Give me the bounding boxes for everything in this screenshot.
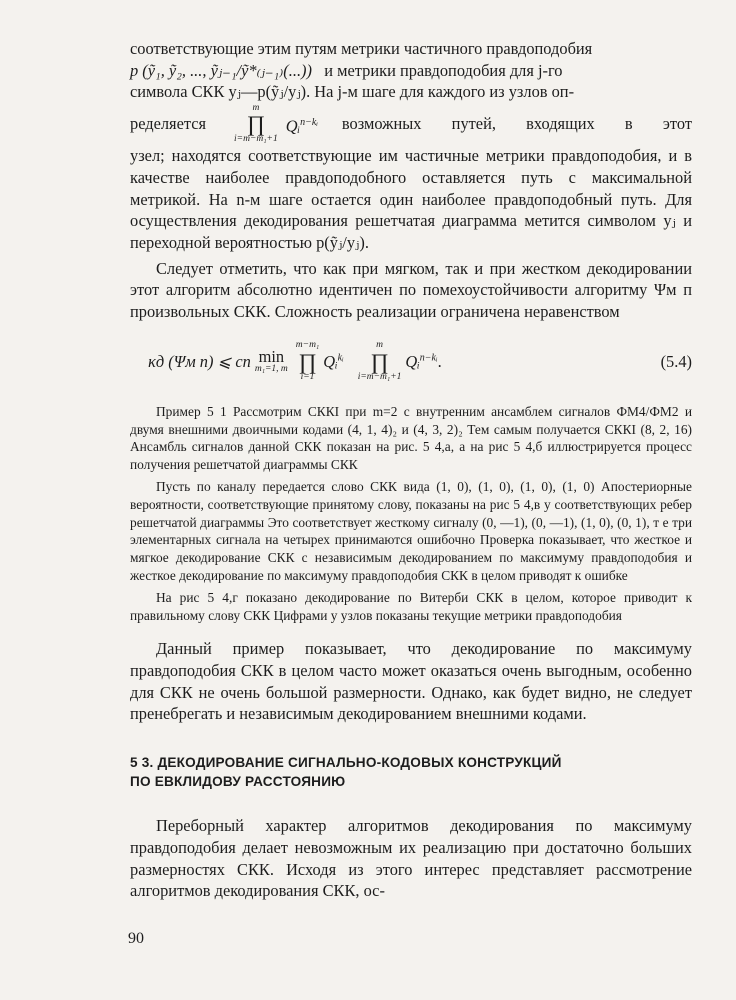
min-subscript: m₁=1, m bbox=[254, 364, 288, 375]
paragraph-1-line-2 bbox=[130, 60, 692, 82]
metric-expression: p (ỹ₁, ỹ₂, ..., ỹⱼ₋₁/ỹ*₍ⱼ₋₁₎(...)) bbox=[130, 60, 312, 80]
formula-number: (5.4) bbox=[660, 351, 692, 371]
product-operator-2: m ∏ i=m−m₁+1 bbox=[357, 340, 402, 382]
paragraph-2: Следует отметить, что как при мягком, так и при жестком декодировании этот алгоритм абсолютно идентичен по помехоустойчивости алгоритму Ψм п произвольных СКК. Сложность реализации ограничена неравенством bbox=[130, 258, 692, 322]
paragraph-1-line-1: соответствующие этим путям метрики частичного правдоподобия bbox=[130, 39, 593, 58]
product-lower-limit: i=m−m₁+1 bbox=[234, 134, 278, 145]
formula-5-4 bbox=[130, 329, 692, 395]
min-operator: min m₁=1, m bbox=[254, 346, 288, 375]
paragraph-4: Переборный характер алгоритмов декодирования по максимуму правдоподобия делает невозможным их реализацию при достаточно больших размерностях СКК. Исходя из этого интерес представляет рассмотрение алгоритмов декодирования СКК, ос- bbox=[130, 816, 692, 901]
formula-lhs: κд (Ψм п) ⩽ cn bbox=[148, 351, 251, 371]
section-heading bbox=[130, 753, 692, 791]
example-paragraph-1: Пример 5 1 Рассмотрим СККI при m=2 с внутренним ансамблем сигналов ФМ4/ФМ2 и двумя внешними двоичными кодами (4, 1, 4)₂ и (4, 3, 2)₂ Тем самым получается СККI (8, 2, 16) Ансамбль сигналов данной СКК показан на рис. 5 4,а, а на рис 5 4,б иллюстрируется процесс получения решетчатой диаграммы СКК bbox=[130, 403, 692, 473]
product-1-term: Qᵢ bbox=[323, 351, 338, 371]
page-number: 90 bbox=[128, 930, 144, 947]
product-upper-limit: m bbox=[252, 102, 260, 113]
product-2-exponent: n−kᵢ bbox=[419, 352, 438, 364]
paragraph-3: Данный пример показывает, что декодирование по максимуму правдоподобия СКК в целом часто может оказаться очень выгодным, особенно для СКК не очень большой размерности. Однако, как будет видно, не следует пренебрегать и независимым декодированием внешними кодами. bbox=[130, 639, 692, 724]
paragraph-1-line-4-post: возможных путей, входящих в этот bbox=[341, 114, 692, 134]
product-operator-inline: m ∏ i=m−m₁+1 bbox=[234, 102, 278, 145]
product-2-lower: i=m−m₁+1 bbox=[357, 371, 402, 382]
product-2-upper: m bbox=[376, 340, 383, 351]
q-exponent: n−kᵢ bbox=[300, 116, 318, 128]
example-paragraph-2: Пусть по каналу передается слово СКК вида (1, 0), (1, 0), (1, 0), (1, 0) Апостериорные вероятности, соответствующие принятому слову, показаны на рис 5 4,в у соответствующих ребер решетчатой диаграммы Это соответствует жесткому сигналу (0, —1), (0, —1), (1, 0), (0, 1), т е три элементарных сигнала на четырех принимаются ошибочно Проверка показывает, что жесткое и мягкое декодирование СКК с независимым декодированием по максимуму правдоподобия и жесткое декодирование по максимуму правдоподобия СКК в целом приводят к ошибке bbox=[130, 478, 692, 583]
example-paragraph-3: На рис 5 4,г показано декодирование по Витерби СКК в целом, которое приводит к правильному слову СКК Цифрами у узлов показаны текущие метрики правдоподобия bbox=[130, 589, 692, 623]
paragraph-1-rest: узел; находятся соответствующие им частичные метрики правдоподобия, и в качестве наиболее правдоподобного оставляется путь с максимальной метрикой. На n-м шаге остается один наиболее правдоподобный путь. Для осуществления декодирования решетчатая диаграмма метится символом yⱼ и переходной вероятностью p(ỹⱼ/yⱼ). bbox=[130, 146, 692, 252]
product-1-exponent: kᵢ bbox=[337, 352, 344, 364]
paragraph-1-line-4 bbox=[130, 103, 692, 145]
product-1-lower: i=1 bbox=[300, 371, 315, 382]
page-body bbox=[130, 38, 692, 902]
formula-end: . bbox=[437, 351, 442, 371]
product-operator-1: m−m₁ ∏ i=1 bbox=[295, 340, 320, 382]
q-symbol: Qᵢ bbox=[285, 115, 301, 135]
section-heading-line-1: 5 3. ДЕКОДИРОВАНИЕ СИГНАЛЬНО-КОДОВЫХ КОНСТРУКЦИЙ bbox=[130, 755, 562, 771]
section-heading-line-2: ПО ЕВКЛИДОВУ РАССТОЯНИЮ bbox=[130, 774, 346, 790]
paragraph-1-line-4-pre: ределяется bbox=[130, 114, 207, 134]
paragraph-1-line-3: символа СКК yⱼ—p(ỹⱼ/yⱼ). На j-м шаге для каждого из узлов оп- bbox=[130, 82, 575, 102]
paragraph-1-line-2-text: и метрики правдоподобия для j-го bbox=[324, 60, 563, 80]
product-1-upper: m−m₁ bbox=[295, 340, 320, 351]
product-2-term: Qᵢ bbox=[405, 351, 420, 371]
